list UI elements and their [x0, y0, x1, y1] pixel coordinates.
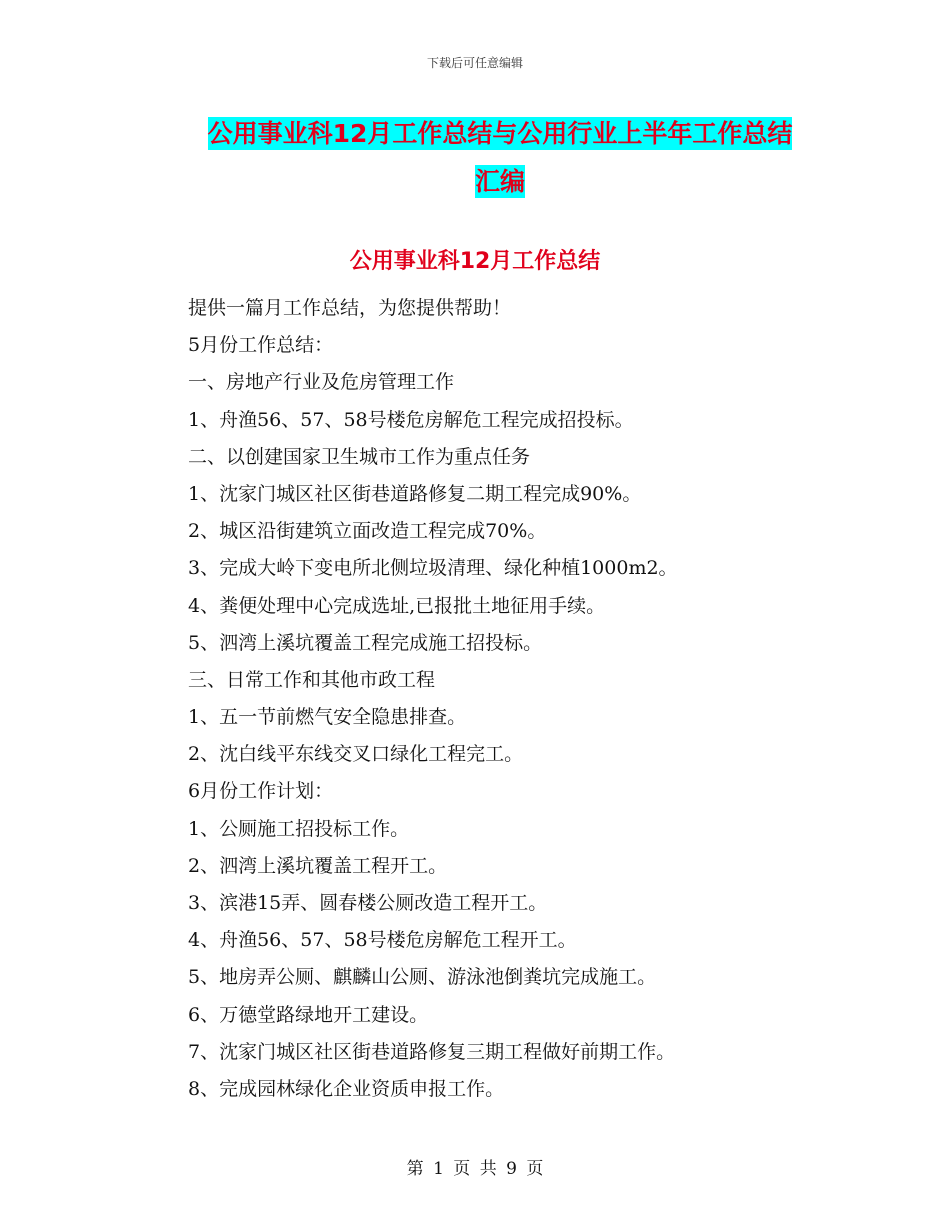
paragraph-line: 4、舟渔56、57、58号楼危房解危工程开工。 [188, 929, 577, 952]
paragraph-line: 6月份工作计划： [188, 780, 334, 803]
paragraph-line: 8、完成园林绿化企业资质申报工作。 [188, 1077, 505, 1100]
title-line-1: 公用事业科12月工作总结与公用行业上半年工作总结 [207, 119, 793, 148]
paragraph-line: 5、泗湾上溪坑覆盖工程完成施工招投标。 [188, 631, 543, 654]
paragraph-line: 提供一篇月工作总结，为您提供帮助！ [188, 297, 512, 319]
paragraph-line: 二、以创建国家卫生城市工作为重点任务 [188, 445, 531, 468]
paragraph-line: 三、日常工作和其他市政工程 [188, 668, 436, 691]
paragraph-line: 2、沈白线平东线交叉口绿化工程完工。 [188, 743, 524, 766]
paragraph-line: 1、舟渔56、57、58号楼危房解危工程完成招投标。 [188, 408, 634, 431]
paragraph-line: 5月份工作总结： [188, 334, 334, 357]
paragraph-line: 6、万德堂路绿地开工建设。 [188, 1003, 429, 1026]
header-note: 下载后可任意编辑 [426, 56, 523, 70]
title-line-2: 汇编 [474, 167, 525, 196]
paragraph-line: 5、地房弄公厕、麒麟山公厕、游泳池倒粪坑完成施工。 [188, 966, 657, 989]
paragraph-line: 2、泗湾上溪坑覆盖工程开工。 [188, 854, 448, 877]
paragraph-line: 一、房地产行业及危房管理工作 [188, 371, 455, 394]
paragraph-line: 1、公厕施工招投标工作。 [188, 817, 410, 840]
body-text [188, 290, 828, 1108]
document-title [180, 110, 820, 206]
paragraph-line: 3、完成大岭下变电所北侧垃圾清理、绿化种植1000m2。 [188, 557, 678, 580]
paragraph-line: 2、城区沿街建筑立面改造工程完成70%。 [188, 520, 547, 543]
paragraph-line: 4、粪便处理中心完成选址,已报批土地征用手续。 [188, 594, 606, 617]
paragraph-line: 1、五一节前燃气安全隐患排查。 [188, 706, 467, 729]
paragraph-line: 7、沈家门城区社区街巷道路修复三期工程做好前期工作。 [188, 1040, 676, 1063]
paragraph-line: 3、滨港15弄、圆春楼公厕改造工程开工。 [188, 892, 548, 914]
page-footer: 第 1 页 共 9 页 [406, 1159, 544, 1179]
paragraph-line: 1、沈家门城区社区街巷道路修复二期工程完成90%。 [188, 482, 642, 505]
section-title: 公用事业科12月工作总结 [349, 249, 601, 274]
